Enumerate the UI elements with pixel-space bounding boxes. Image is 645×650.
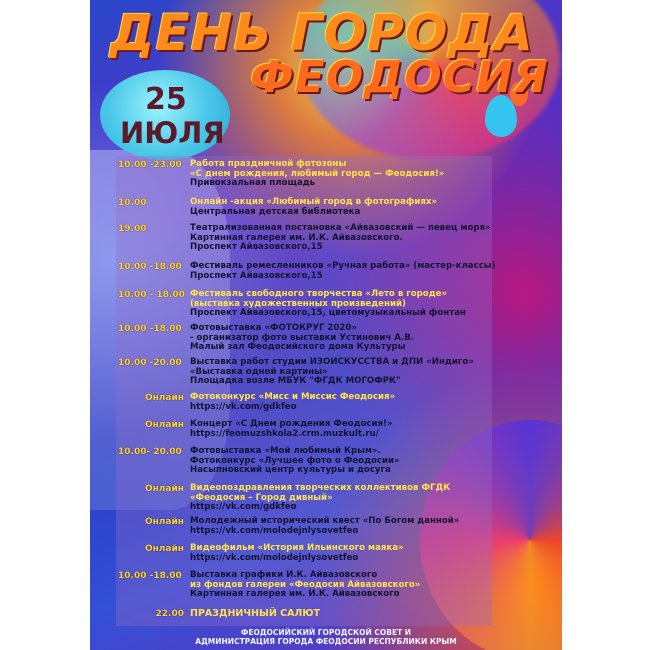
event-line: ПРАЗДНИЧНЫЙ САЛЮТ — [190, 608, 320, 619]
poster-footer — [90, 628, 562, 646]
event-time: 22.00 — [155, 609, 184, 619]
event-time: 19.00 — [118, 224, 147, 234]
event-description — [190, 224, 560, 253]
event-line: Онлайн -акция «Любимый город в фотографиях» — [190, 197, 437, 207]
event-line: «Феодосия – Город дивный» — [190, 492, 333, 503]
event-time: 10.00 — [118, 198, 147, 208]
event-line[interactable]: https://feomuzshkola2.crm.muzkult.ru/ — [190, 428, 379, 439]
event-time: 10.00- 20.00 — [118, 447, 182, 457]
event-line[interactable]: https://vk.com/gdkfeo — [190, 401, 297, 412]
event-description — [190, 484, 560, 513]
event-time: 10.00 -18.00 — [118, 324, 182, 334]
event-line: «Выставка одной картины» — [190, 366, 328, 377]
event-line: Выставка работ студии ИЗОИСКУССТВА и ДПИ «Индиго» — [190, 357, 474, 367]
event-line: Проспект Айвазовского,15 — [190, 270, 323, 281]
date-day: 25 — [145, 82, 187, 117]
event-line: Фестиваль свободного творчества «Лето в городе» — [190, 289, 448, 299]
event-time: Онлайн — [144, 393, 184, 403]
event-time: 10.00 -23.00 — [118, 160, 182, 170]
event-description — [190, 420, 560, 439]
event-description — [190, 262, 560, 281]
event-line: Насыпновский центр культуры и досуга — [190, 465, 391, 476]
event-line: Концерт «С Днем рождения Феодосия!» — [190, 419, 393, 429]
event-line: Театрализованная постановка «Айвазовский — певец моря» — [190, 223, 491, 233]
event-line: Фестиваль ремесленников «Ручная работа» (мастер-классы) — [190, 261, 496, 271]
event-time: 10.00 -20.00 — [118, 358, 182, 368]
event-line: Фотоконкурс «Лучшее фото о Феодосии» — [190, 455, 400, 466]
event-line: Фотовыставка «ФОТОКРУГ 2020» — [190, 323, 357, 333]
event-line: Фотоконкурс «Мисс и Миссис Феодосия» — [190, 392, 396, 402]
event-line: Проспект Айвазовского,15 — [190, 242, 323, 253]
date-month: ИЮЛЯ — [120, 116, 225, 150]
event-line: Видеофильм «История Ильинского маяка» — [190, 543, 404, 553]
event-time: Онлайн — [144, 544, 184, 554]
event-line: Центральная детская библиотека — [190, 206, 361, 217]
poster-title-line1: ДЕНЬ ГОРОДА — [110, 4, 534, 62]
event-line[interactable]: https://vk.com/molodejnlysovetfeo — [190, 525, 359, 536]
footer-line1: ФЕОДОСИЙСКИЙ ГОРОДСКОЙ СОВЕТ И — [240, 628, 412, 637]
event-description — [190, 609, 560, 619]
event-description — [190, 447, 560, 476]
event-line: (выставка художественных произведений) — [190, 298, 406, 309]
event-description — [190, 544, 560, 563]
event-line: Молодежный исторический квест «По Богом данной» — [190, 516, 460, 526]
event-time: 10.00 -18.00 — [118, 571, 182, 581]
event-time: Онлайн — [144, 517, 184, 527]
event-description — [190, 324, 560, 353]
event-line: Малый зал Феодосийского дома Культуры — [190, 342, 406, 353]
poster-title-line2: ФЕОДОСИЯ — [250, 52, 549, 103]
event-line: Картинная галерея им. И.К. Айвазовского. — [190, 232, 403, 243]
event-line: Выставка графики И.К. Айвазовского — [190, 570, 378, 580]
event-description — [190, 358, 560, 387]
event-line: Видеопоздравления творческих коллективов ФГДК — [190, 483, 451, 493]
event-poster — [90, 0, 562, 650]
event-line: Площадка возле МБУК "ФГДК МОГОФРК" — [190, 376, 401, 387]
event-description — [190, 393, 560, 412]
event-time: Онлайн — [144, 420, 184, 430]
event-time: 10.00 - 18.00 — [118, 290, 185, 300]
event-line[interactable]: https://vk.com/molodejnlysovetfeo — [190, 552, 359, 563]
event-description — [190, 290, 560, 319]
event-line: «С днем рождения, любимый город — Феодосия!» — [190, 168, 445, 179]
event-line: Картинная галерея им. И.К. Айвазовского — [190, 589, 400, 600]
event-line: Привокзальная площадь — [190, 178, 316, 189]
event-line: из фондов галереи «Феодосия Айвазовского» — [190, 579, 421, 590]
event-description — [190, 198, 560, 217]
event-line: Фотовыставка «Мой любимый Крым». — [190, 446, 381, 456]
event-line: Проспект Айвазовского,15, цветомузыкальный фонтан — [190, 308, 466, 319]
event-description — [190, 160, 560, 189]
event-line: - организатор фото выставки Устинович А.В. — [190, 332, 415, 343]
footer-line2: АДМИНИСТРАЦИЯ ГОРОДА ФЕОДОСИИ РЕСПУБЛИКИ КРЫМ — [195, 637, 457, 646]
event-description — [190, 517, 560, 536]
event-description — [190, 571, 560, 600]
event-line[interactable]: https://vk.com/gdkfeo — [190, 502, 297, 513]
event-time: Онлайн — [144, 484, 184, 494]
event-line: Работа праздничной фотозоны — [190, 159, 347, 169]
event-time: 10.00 -18.00 — [118, 262, 182, 272]
